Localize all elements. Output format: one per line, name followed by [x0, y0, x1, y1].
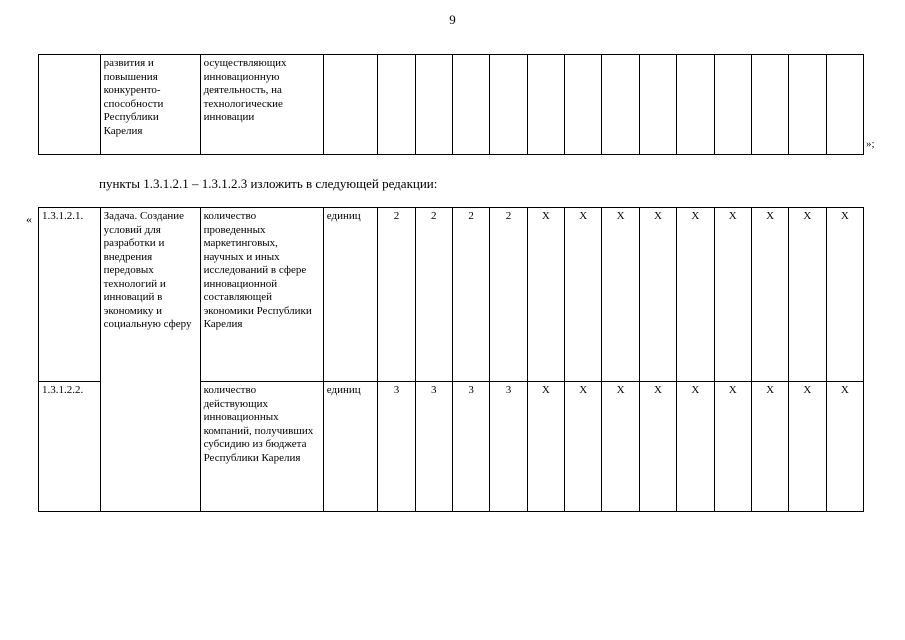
unit-cell: единиц	[323, 382, 378, 512]
value-cell: X	[565, 208, 602, 382]
value-cell: 2	[490, 208, 527, 382]
task-cell: Задача. Создание условий для разработки и внедрения передовых технологий и инноваций в экономику и социальную сферу	[100, 208, 200, 512]
value-cell	[639, 55, 676, 155]
value-cell	[677, 55, 714, 155]
value-cell: 3	[452, 382, 489, 512]
value-cell: X	[639, 208, 676, 382]
value-cell: X	[677, 208, 714, 382]
value-cell	[527, 55, 564, 155]
continued-row	[39, 55, 864, 155]
value-cell	[826, 55, 863, 155]
instruction-text: пункты 1.3.1.2.1 – 1.3.1.2.3 изложить в следующей редакции:	[99, 176, 438, 191]
value-cell: X	[639, 382, 676, 512]
value-cell: X	[789, 382, 826, 512]
value-cell: 2	[415, 208, 452, 382]
indicator-cell: количество действующих инновационных компаний, получивших субсидию из бюджета Республики Карелия	[200, 382, 323, 512]
table-row	[39, 208, 864, 382]
value-cell: X	[751, 382, 788, 512]
value-cell	[565, 55, 602, 155]
opening-quote: «	[26, 212, 32, 226]
value-cell: 3	[490, 382, 527, 512]
indicators-table	[38, 207, 864, 512]
indicator-cell: количество проведенных маркетинговых, научных и иных исследований в сфере инновационной составляющей экономики Республики Карелия	[200, 208, 323, 382]
value-cell: X	[602, 208, 639, 382]
value-cell: X	[714, 208, 751, 382]
value-cell: X	[527, 382, 564, 512]
value-cell	[602, 55, 639, 155]
value-cell	[789, 55, 826, 155]
value-cell	[490, 55, 527, 155]
value-cell: X	[751, 208, 788, 382]
value-cell: X	[565, 382, 602, 512]
value-cell	[714, 55, 751, 155]
code-cell: 1.3.1.2.2.	[39, 382, 101, 512]
value-cell: 2	[452, 208, 489, 382]
value-cell: X	[677, 382, 714, 512]
value-cell: X	[527, 208, 564, 382]
unit-cell	[323, 55, 378, 155]
code-cell: 1.3.1.2.1.	[39, 208, 101, 382]
value-cell: 2	[378, 208, 415, 382]
value-cell: 3	[415, 382, 452, 512]
value-cell	[751, 55, 788, 155]
value-cell: X	[826, 208, 863, 382]
indicator-cell: осуществляющих инновационную деятельность, на технологические инновации	[200, 55, 323, 155]
continued-table	[38, 54, 864, 155]
task-cell: развития и повышения конкуренто-способности Республики Карелия	[100, 55, 200, 155]
value-cell: X	[714, 382, 751, 512]
value-cell: X	[826, 382, 863, 512]
page-number: 9	[449, 12, 456, 27]
value-cell: X	[602, 382, 639, 512]
value-cell: X	[789, 208, 826, 382]
value-cell: 3	[378, 382, 415, 512]
unit-cell: единиц	[323, 208, 378, 382]
value-cell	[415, 55, 452, 155]
code-cell	[39, 55, 101, 155]
value-cell	[378, 55, 415, 155]
value-cell	[452, 55, 489, 155]
closing-quote: »;	[866, 138, 875, 150]
